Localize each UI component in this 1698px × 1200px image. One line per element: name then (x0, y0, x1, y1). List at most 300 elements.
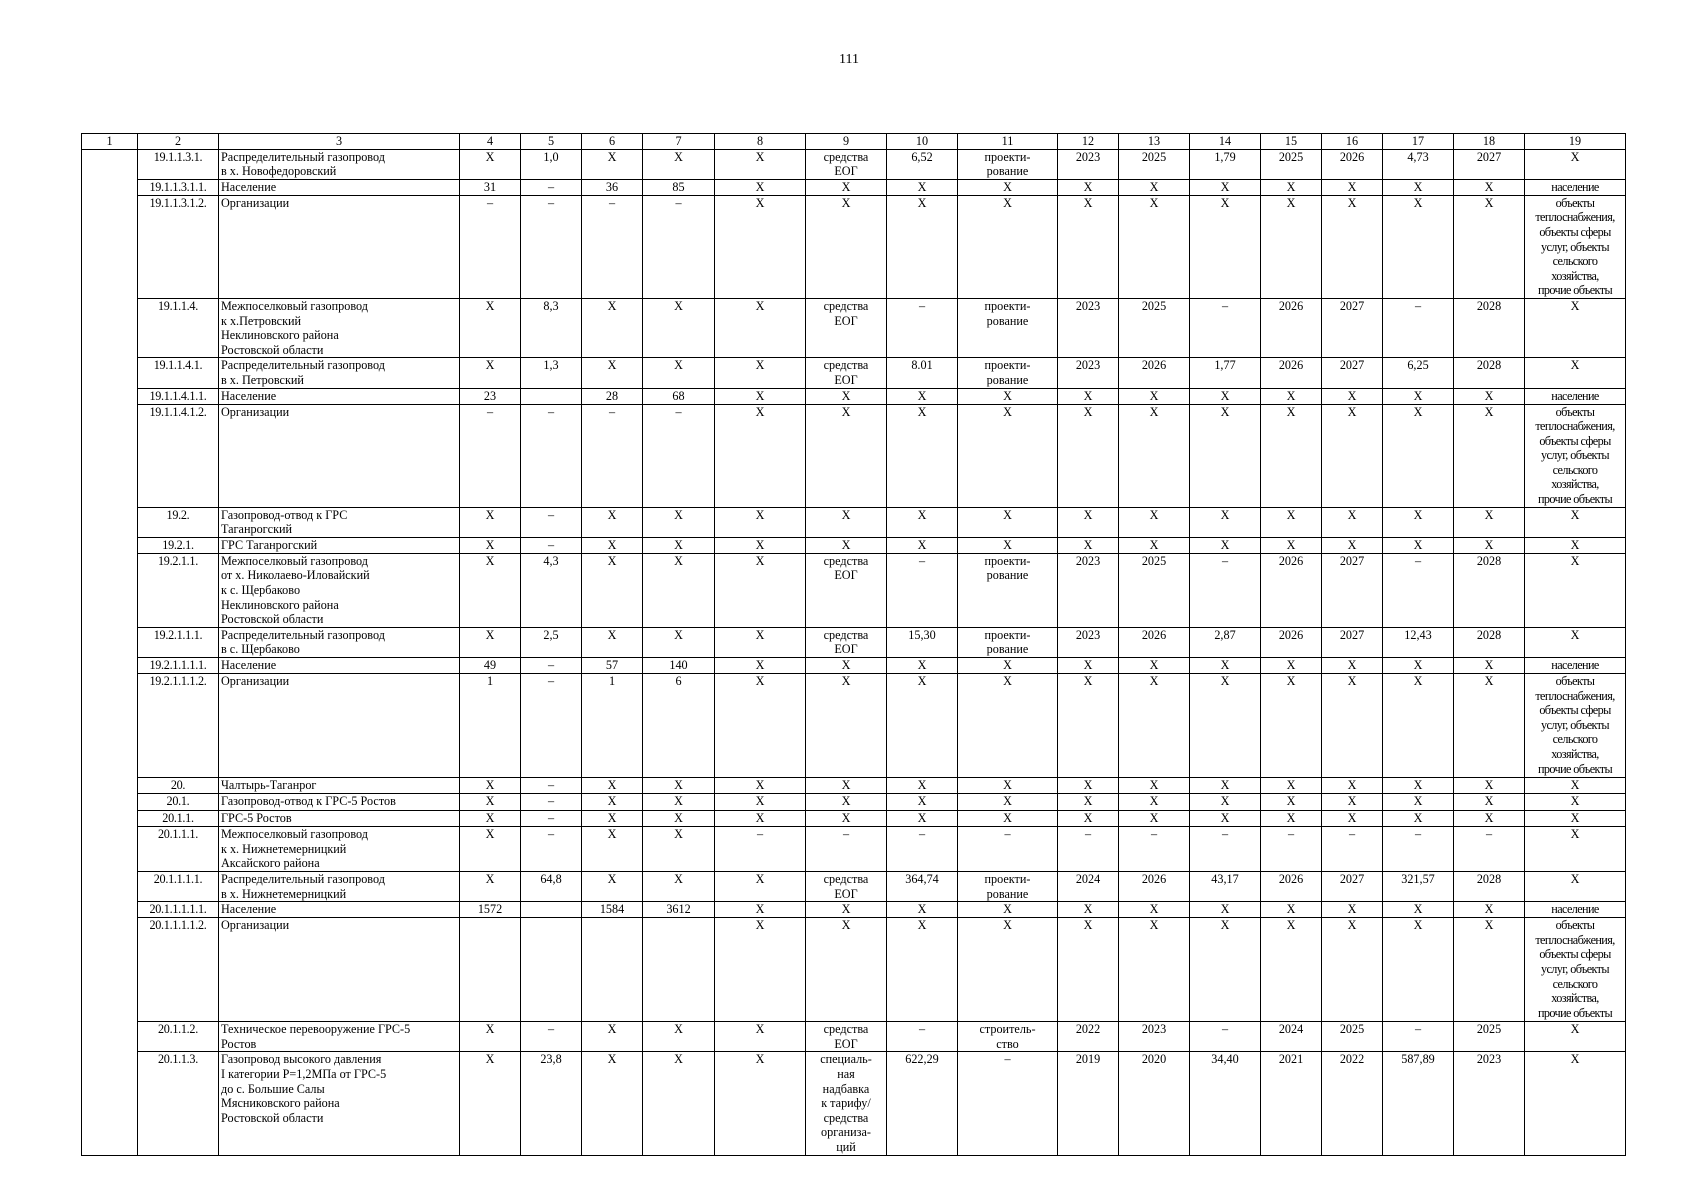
value-cell: Х (1322, 811, 1383, 827)
value-cell: – (643, 195, 715, 298)
value-cell: Х (806, 537, 887, 553)
table-row (82, 195, 1626, 298)
value-cell: Х (1261, 902, 1322, 918)
value-cell: 2027 (1322, 298, 1383, 357)
value-cell: Х (643, 507, 715, 537)
investment-program-table (81, 133, 1626, 1156)
value-cell: Х (643, 358, 715, 388)
value-cell: – (582, 404, 643, 507)
value-cell: 2027 (1322, 358, 1383, 388)
value-cell: 2025 (1322, 1022, 1383, 1052)
value-cell: 2026 (1261, 627, 1322, 657)
value-cell: Х (1383, 794, 1454, 811)
table-row (82, 149, 1626, 179)
table-row (82, 388, 1626, 404)
value-cell: Х (1190, 658, 1261, 674)
value-cell: Х (958, 195, 1058, 298)
value-cell: 8,3 (521, 298, 582, 357)
value-cell: Х (643, 794, 715, 811)
value-cell: Х (1058, 811, 1119, 827)
value-cell: Х (958, 658, 1058, 674)
item-name-cell: ГРС Таганрогский (219, 537, 460, 553)
value-cell: Х (1322, 794, 1383, 811)
column-number-header: 18 (1454, 134, 1525, 150)
value-cell: Х (1454, 388, 1525, 404)
value-cell: Х (887, 179, 958, 195)
value-cell: Х (1058, 658, 1119, 674)
value-cell: – (1454, 827, 1525, 872)
value-cell: Х (887, 658, 958, 674)
value-cell: Х (1190, 388, 1261, 404)
value-cell: Х (887, 794, 958, 811)
column-number-header: 3 (219, 134, 460, 150)
table-row (82, 1022, 1626, 1052)
value-cell: 23,8 (521, 1052, 582, 1156)
value-cell: – (1261, 827, 1322, 872)
value-cell: Х (715, 179, 806, 195)
value-cell: – (1190, 298, 1261, 357)
consumer-category-cell: объекты теплоснабжения, объекты сферы услуг, объекты сельского хозяйства, прочие объекты (1525, 674, 1626, 778)
value-cell: Х (806, 778, 887, 794)
value-cell: Х (643, 811, 715, 827)
value-cell: средства ЕОГ (806, 298, 887, 357)
value-cell: 2027 (1322, 553, 1383, 627)
value-cell: Х (1119, 388, 1190, 404)
value-cell: Х (715, 794, 806, 811)
table-row (82, 537, 1626, 553)
item-name-cell: Организации (219, 674, 460, 778)
value-cell: Х (1525, 553, 1626, 627)
value-cell: Х (1454, 195, 1525, 298)
value-cell: Х (1261, 918, 1322, 1022)
column-number-row (82, 134, 1626, 150)
value-cell: Х (643, 827, 715, 872)
value-cell: Х (1058, 537, 1119, 553)
item-code-cell: 19.1.1.3.1.2. (138, 195, 219, 298)
value-cell: Х (1190, 902, 1261, 918)
item-code-cell: 20.1.1.1.1.2. (138, 918, 219, 1022)
value-cell: – (521, 778, 582, 794)
value-cell: – (1119, 827, 1190, 872)
value-cell: 2022 (1322, 1052, 1383, 1156)
value-cell: проекти- рование (958, 872, 1058, 902)
value-cell: 587,89 (1383, 1052, 1454, 1156)
value-cell: Х (582, 627, 643, 657)
table-row (82, 827, 1626, 872)
item-code-cell: 19.2. (138, 507, 219, 537)
value-cell: Х (643, 778, 715, 794)
item-name-cell: Распределительный газопровод в х. Петровский (219, 358, 460, 388)
column-number-header: 17 (1383, 134, 1454, 150)
value-cell: 364,74 (887, 872, 958, 902)
value-cell: Х (460, 627, 521, 657)
column-1-merged-cell (82, 149, 138, 1156)
value-cell: 2026 (1322, 149, 1383, 179)
value-cell: Х (1190, 811, 1261, 827)
value-cell: Х (1454, 537, 1525, 553)
table-row (82, 778, 1626, 794)
value-cell: Х (1454, 811, 1525, 827)
value-cell: 4,73 (1383, 149, 1454, 179)
value-cell: Х (1383, 195, 1454, 298)
value-cell: Х (887, 902, 958, 918)
value-cell: 2026 (1119, 358, 1190, 388)
item-name-cell: Межпоселковый газопровод от х. Николаево-Иловайский к с. Щербаково Неклиновского района Ростовской области (219, 553, 460, 627)
table-row (82, 918, 1626, 1022)
value-cell: Х (1525, 537, 1626, 553)
item-code-cell: 19.1.1.3.1. (138, 149, 219, 179)
value-cell: 2028 (1454, 553, 1525, 627)
value-cell: Х (806, 918, 887, 1022)
value-cell: – (521, 1022, 582, 1052)
value-cell: Х (1119, 537, 1190, 553)
value-cell: Х (582, 1022, 643, 1052)
value-cell: Х (1058, 179, 1119, 195)
value-cell: 2023 (1058, 358, 1119, 388)
value-cell: 8.01 (887, 358, 958, 388)
value-cell: Х (582, 537, 643, 553)
value-cell: Х (1454, 404, 1525, 507)
value-cell: – (521, 811, 582, 827)
consumer-category-cell: население (1525, 658, 1626, 674)
item-name-cell: Газопровод высокого давления I категории Р=1,2МПа от ГРС-5 до с. Большие Салы Мясниковского района Ростовской области (219, 1052, 460, 1156)
value-cell: Х (1525, 298, 1626, 357)
value-cell: 2028 (1454, 627, 1525, 657)
value-cell: 2023 (1058, 149, 1119, 179)
item-name-cell: Чалтырь-Таганрог (219, 778, 460, 794)
value-cell: Х (460, 553, 521, 627)
value-cell: 2025 (1119, 298, 1190, 357)
value-cell: 2026 (1119, 872, 1190, 902)
value-cell: Х (1261, 179, 1322, 195)
value-cell: – (1383, 553, 1454, 627)
value-cell: средства ЕОГ (806, 553, 887, 627)
table-row (82, 811, 1626, 827)
value-cell: Х (1383, 674, 1454, 778)
value-cell: – (521, 794, 582, 811)
table-row (82, 902, 1626, 918)
value-cell: 2026 (1119, 627, 1190, 657)
value-cell: 2028 (1454, 872, 1525, 902)
column-number-header: 10 (887, 134, 958, 150)
column-number-header: 8 (715, 134, 806, 150)
consumer-category-cell: объекты теплоснабжения, объекты сферы услуг, объекты сельского хозяйства, прочие объекты (1525, 404, 1626, 507)
value-cell: Х (806, 794, 887, 811)
value-cell: средства ЕОГ (806, 149, 887, 179)
value-cell: Х (1261, 778, 1322, 794)
value-cell: Х (715, 358, 806, 388)
value-cell: 2025 (1454, 1022, 1525, 1052)
value-cell: Х (1454, 794, 1525, 811)
value-cell: проекти- рование (958, 627, 1058, 657)
value-cell: 36 (582, 179, 643, 195)
value-cell: Х (1058, 778, 1119, 794)
value-cell: проекти- рование (958, 358, 1058, 388)
value-cell: – (521, 507, 582, 537)
value-cell: Х (1058, 388, 1119, 404)
table-row (82, 1052, 1626, 1156)
value-cell: – (715, 827, 806, 872)
value-cell: Х (715, 674, 806, 778)
value-cell: Х (887, 778, 958, 794)
value-cell (521, 918, 582, 1022)
value-cell: 28 (582, 388, 643, 404)
table-row (82, 627, 1626, 657)
value-cell: Х (460, 872, 521, 902)
value-cell: Х (1454, 658, 1525, 674)
value-cell: Х (1261, 537, 1322, 553)
value-cell: Х (1525, 811, 1626, 827)
value-cell: Х (1525, 507, 1626, 537)
item-name-cell: Организации (219, 404, 460, 507)
item-code-cell: 20.1.1.2. (138, 1022, 219, 1052)
value-cell: 2025 (1261, 149, 1322, 179)
value-cell: 1,77 (1190, 358, 1261, 388)
value-cell (460, 918, 521, 1022)
value-cell: – (1190, 827, 1261, 872)
value-cell: Х (887, 674, 958, 778)
value-cell: Х (958, 918, 1058, 1022)
value-cell: Х (1058, 507, 1119, 537)
value-cell: Х (715, 195, 806, 298)
value-cell: Х (806, 811, 887, 827)
value-cell: специаль- ная надбавка к тарифу/ средства организа- ций (806, 1052, 887, 1156)
value-cell: 68 (643, 388, 715, 404)
item-code-cell: 20.1.1.1. (138, 827, 219, 872)
value-cell: Х (460, 778, 521, 794)
value-cell: Х (1190, 179, 1261, 195)
value-cell: Х (1261, 674, 1322, 778)
item-name-cell: Газопровод-отвод к ГРС-5 Ростов (219, 794, 460, 811)
value-cell: Х (1119, 195, 1190, 298)
value-cell: Х (1322, 918, 1383, 1022)
value-cell: – (887, 827, 958, 872)
value-cell: Х (1525, 778, 1626, 794)
value-cell: Х (806, 507, 887, 537)
value-cell: Х (1525, 1052, 1626, 1156)
value-cell: Х (460, 298, 521, 357)
value-cell: – (1383, 298, 1454, 357)
value-cell: Х (958, 388, 1058, 404)
value-cell: Х (1058, 794, 1119, 811)
value-cell: проекти- рование (958, 553, 1058, 627)
value-cell (582, 918, 643, 1022)
table-row (82, 553, 1626, 627)
item-name-cell: Межпоселковый газопровод к х. Нижнетемерницкий Аксайского района (219, 827, 460, 872)
value-cell: Х (460, 794, 521, 811)
item-name-cell: Организации (219, 195, 460, 298)
value-cell: Х (1261, 507, 1322, 537)
value-cell: Х (1383, 537, 1454, 553)
value-cell: 4,3 (521, 553, 582, 627)
value-cell: Х (1383, 179, 1454, 195)
value-cell: 2023 (1058, 553, 1119, 627)
value-cell: 2024 (1261, 1022, 1322, 1052)
value-cell: – (460, 404, 521, 507)
value-cell: 12,43 (1383, 627, 1454, 657)
value-cell: Х (1383, 658, 1454, 674)
value-cell: 2027 (1322, 872, 1383, 902)
value-cell: – (643, 404, 715, 507)
value-cell: 6,25 (1383, 358, 1454, 388)
value-cell: Х (460, 537, 521, 553)
value-cell: Х (643, 298, 715, 357)
value-cell (521, 388, 582, 404)
value-cell: Х (1190, 507, 1261, 537)
value-cell: 2027 (1454, 149, 1525, 179)
value-cell: 2019 (1058, 1052, 1119, 1156)
value-cell: проекти- рование (958, 298, 1058, 357)
value-cell: 31 (460, 179, 521, 195)
value-cell: – (958, 1052, 1058, 1156)
value-cell: – (958, 827, 1058, 872)
page-number: 111 (839, 52, 859, 67)
value-cell: 2024 (1058, 872, 1119, 902)
column-number-header: 6 (582, 134, 643, 150)
value-cell: Х (1525, 149, 1626, 179)
value-cell: Х (958, 507, 1058, 537)
value-cell: Х (460, 1052, 521, 1156)
value-cell: Х (715, 658, 806, 674)
item-code-cell: 20.1.1.1.1.1. (138, 902, 219, 918)
value-cell: – (1058, 827, 1119, 872)
value-cell: Х (1261, 195, 1322, 298)
value-cell: Х (1383, 404, 1454, 507)
value-cell: 6,52 (887, 149, 958, 179)
item-name-cell: Распределительный газопровод в х. Нижнетемерницкий (219, 872, 460, 902)
value-cell: 622,29 (887, 1052, 958, 1156)
value-cell: Х (1525, 872, 1626, 902)
value-cell: Х (1322, 179, 1383, 195)
value-cell: 2025 (1119, 553, 1190, 627)
value-cell: Х (806, 195, 887, 298)
value-cell: Х (643, 872, 715, 902)
value-cell: Х (806, 404, 887, 507)
value-cell: Х (1261, 388, 1322, 404)
value-cell: Х (643, 553, 715, 627)
column-number-header: 14 (1190, 134, 1261, 150)
table-body (82, 149, 1626, 1156)
value-cell: – (521, 195, 582, 298)
item-name-cell: Техническое перевооружение ГРС-5 Ростов (219, 1022, 460, 1052)
value-cell: Х (1190, 404, 1261, 507)
value-cell: 2023 (1058, 298, 1119, 357)
column-number-header: 5 (521, 134, 582, 150)
value-cell: Х (1525, 794, 1626, 811)
value-cell: Х (1190, 918, 1261, 1022)
value-cell: 2026 (1261, 553, 1322, 627)
table-row (82, 358, 1626, 388)
value-cell: Х (806, 179, 887, 195)
column-number-header: 13 (1119, 134, 1190, 150)
value-cell: 1572 (460, 902, 521, 918)
value-cell: Х (715, 778, 806, 794)
item-code-cell: 20.1.1.1.1. (138, 872, 219, 902)
value-cell: Х (715, 404, 806, 507)
value-cell: Х (958, 778, 1058, 794)
table-row (82, 298, 1626, 357)
value-cell: Х (1190, 778, 1261, 794)
value-cell: Х (1322, 507, 1383, 537)
value-cell: Х (1322, 902, 1383, 918)
value-cell: проекти- рование (958, 149, 1058, 179)
value-cell: Х (715, 388, 806, 404)
item-name-cell: Распределительный газопровод в с. Щербаково (219, 627, 460, 657)
value-cell: Х (1454, 918, 1525, 1022)
value-cell: Х (582, 811, 643, 827)
item-code-cell: 19.2.1.1.1.1. (138, 658, 219, 674)
value-cell: Х (1190, 674, 1261, 778)
item-code-cell: 19.2.1.1.1. (138, 627, 219, 657)
value-cell: Х (643, 1022, 715, 1052)
value-cell: 2,5 (521, 627, 582, 657)
value-cell: Х (958, 404, 1058, 507)
value-cell: – (1383, 1022, 1454, 1052)
item-name-cell: Газопровод-отвод к ГРС Таганрогский (219, 507, 460, 537)
item-code-cell: 19.2.1. (138, 537, 219, 553)
value-cell: – (1190, 553, 1261, 627)
value-cell: – (887, 553, 958, 627)
value-cell: Х (887, 537, 958, 553)
value-cell: 6 (643, 674, 715, 778)
value-cell: – (521, 179, 582, 195)
value-cell: Х (460, 1022, 521, 1052)
value-cell: Х (958, 794, 1058, 811)
value-cell: Х (1383, 778, 1454, 794)
value-cell: Х (1058, 674, 1119, 778)
value-cell: 140 (643, 658, 715, 674)
column-number-header: 11 (958, 134, 1058, 150)
value-cell: Х (1454, 179, 1525, 195)
value-cell: 1584 (582, 902, 643, 918)
value-cell: Х (1383, 388, 1454, 404)
value-cell: Х (887, 811, 958, 827)
item-name-cell: Население (219, 658, 460, 674)
value-cell: Х (715, 872, 806, 902)
value-cell: Х (1383, 811, 1454, 827)
value-cell: Х (582, 778, 643, 794)
value-cell: Х (1119, 918, 1190, 1022)
table-row (82, 404, 1626, 507)
item-code-cell: 19.1.1.4.1.2. (138, 404, 219, 507)
column-number-header: 9 (806, 134, 887, 150)
value-cell: Х (1119, 404, 1190, 507)
value-cell: 64,8 (521, 872, 582, 902)
value-cell: Х (582, 553, 643, 627)
value-cell: 23 (460, 388, 521, 404)
value-cell: 3612 (643, 902, 715, 918)
item-code-cell: 20. (138, 778, 219, 794)
value-cell: – (521, 537, 582, 553)
value-cell: Х (643, 537, 715, 553)
value-cell: Х (887, 918, 958, 1022)
value-cell: Х (806, 388, 887, 404)
value-cell: Х (1322, 195, 1383, 298)
value-cell: Х (715, 553, 806, 627)
value-cell: 2025 (1119, 149, 1190, 179)
value-cell: Х (715, 1022, 806, 1052)
value-cell: Х (582, 1052, 643, 1156)
value-cell: 2,87 (1190, 627, 1261, 657)
value-cell: Х (715, 918, 806, 1022)
value-cell: – (1322, 827, 1383, 872)
value-cell: Х (1525, 1022, 1626, 1052)
value-cell: Х (1058, 195, 1119, 298)
value-cell: 2028 (1454, 298, 1525, 357)
value-cell: 2023 (1119, 1022, 1190, 1052)
value-cell: Х (1058, 404, 1119, 507)
value-cell: Х (1119, 902, 1190, 918)
